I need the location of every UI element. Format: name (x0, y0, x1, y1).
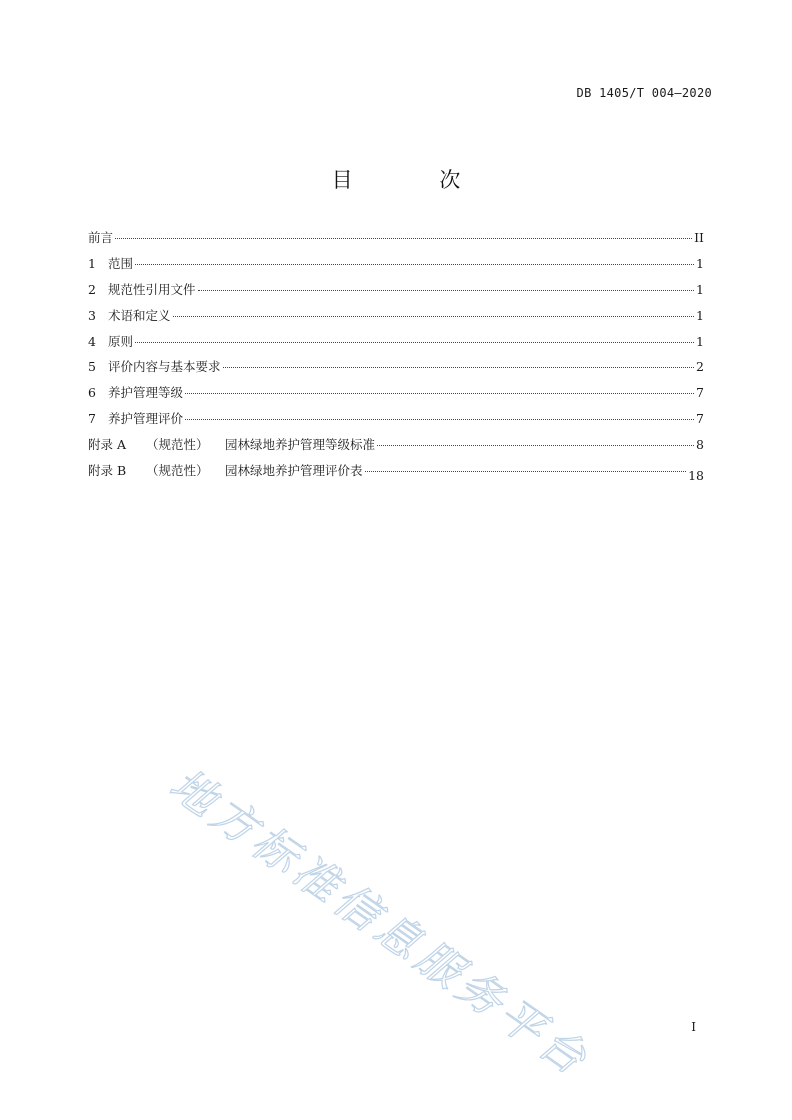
appendix-type: （规范性） (146, 437, 209, 453)
toc-entry-5[interactable] (88, 359, 704, 385)
toc-dot-leader (135, 264, 694, 265)
toc-entry-2[interactable] (88, 282, 704, 308)
appendix-id: 附录 A (88, 437, 127, 453)
toc-entry-label: 原则 (108, 333, 134, 349)
toc-entry-3[interactable] (88, 308, 704, 334)
toc-entry-page: 2 (696, 359, 704, 375)
toc-entry-number: 5 (88, 359, 96, 375)
toc-entry-7[interactable] (88, 411, 704, 437)
toc-entry-number: 4 (88, 333, 96, 349)
toc-entry-4[interactable] (88, 334, 704, 360)
toc-entry-number: 7 (88, 411, 96, 427)
toc-entry-page: 1 (696, 333, 704, 349)
toc-dot-leader (198, 290, 695, 291)
toc-entry-foreword[interactable] (88, 230, 704, 256)
toc-entry-number: 2 (88, 281, 96, 297)
toc-entry-appendix-a[interactable] (88, 437, 704, 463)
toc-dot-leader (365, 471, 687, 472)
document-code: DB 1405/T 004—2020 (576, 86, 712, 100)
toc-entry-appendix-b[interactable] (88, 463, 704, 489)
toc-entry-page: 7 (696, 385, 704, 401)
toc-dot-leader (223, 367, 695, 368)
toc-entry-label: 术语和定义 (108, 307, 171, 323)
toc-entry-label: 范围 (108, 255, 134, 271)
toc-entry-label: 规范性引用文件 (108, 281, 196, 297)
toc-entry-6[interactable] (88, 385, 704, 411)
toc-dot-leader (185, 393, 694, 394)
appendix-id: 附录 B (88, 463, 127, 479)
table-of-contents (88, 230, 704, 489)
toc-entry-page: II (694, 230, 704, 245)
toc-entry-label: 养护管理评价 (108, 411, 184, 427)
appendix-type: （规范性） (146, 463, 209, 479)
toc-entry-page: 1 (696, 307, 704, 323)
toc-entry-page: 8 (696, 437, 704, 453)
toc-entry-page: 18 (688, 468, 704, 484)
page-title: 目 次 (331, 168, 501, 192)
toc-dot-leader (185, 419, 694, 420)
toc-entry-page: 1 (696, 281, 704, 297)
toc-entry-number: 1 (88, 255, 96, 271)
toc-dot-leader (135, 342, 694, 343)
toc-entry-page: 7 (696, 411, 704, 427)
toc-dot-leader (173, 316, 695, 317)
toc-entry-1[interactable] (88, 256, 704, 282)
toc-entry-number: 6 (88, 385, 96, 401)
toc-dot-leader (115, 238, 692, 239)
page-number: I (691, 1020, 696, 1034)
watermark: 地方标准信息服务平台 (160, 759, 600, 1088)
toc-entry-label: 园林绿地养护管理评价表 (225, 463, 363, 479)
toc-entry-number: 3 (88, 307, 96, 323)
toc-entry-label: 评价内容与基本要求 (108, 359, 221, 375)
toc-entry-label: 养护管理等级 (108, 385, 184, 401)
toc-entry-label: 园林绿地养护管理等级标准 (225, 437, 376, 453)
toc-dot-leader (377, 445, 694, 446)
toc-entry-page: 1 (696, 255, 704, 271)
toc-entry-label: 前言 (88, 230, 114, 245)
